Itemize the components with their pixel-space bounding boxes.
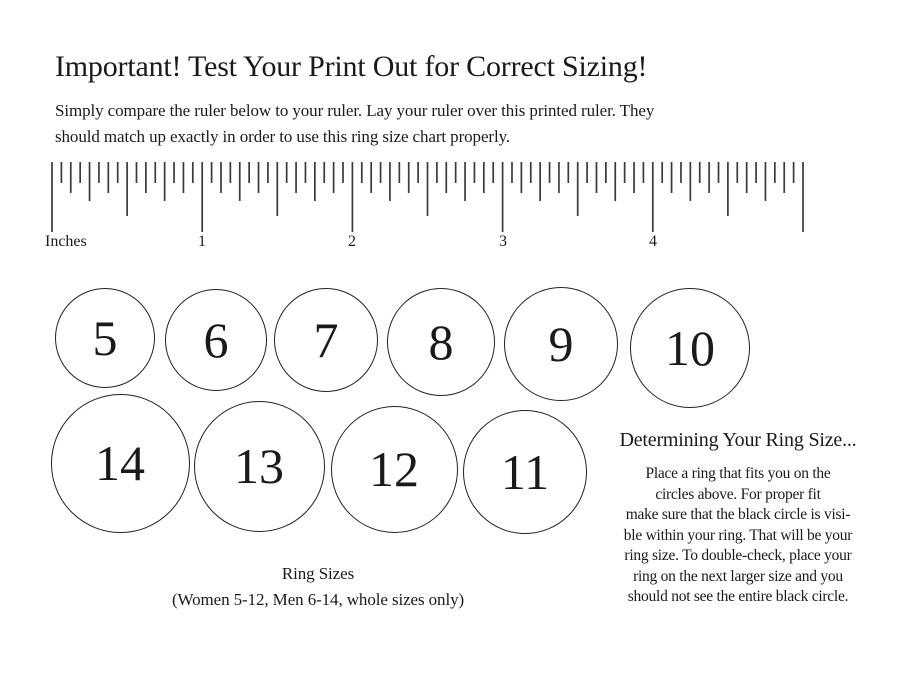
ring-size-number: 9 (548, 316, 574, 372)
instructions-line-3: make sure that the black circle is visi- (625, 506, 851, 523)
ring-size-number: 13 (234, 438, 284, 494)
ring-circle-6 (165, 289, 267, 391)
instructions-line-4: ble within your ring. That will be your (623, 526, 853, 544)
ring-circle-13 (194, 401, 325, 532)
ring-circle-12 (331, 406, 458, 533)
ruler-number-2: 2 (348, 233, 356, 250)
instructions-line-1: Place a ring that fits you on the (645, 465, 831, 482)
caption-subtitle: (Women 5-12, Men 6-14, whole sizes only) (171, 590, 465, 609)
ring-size-number: 8 (428, 314, 454, 370)
intro-line-1: Simply compare the ruler below to your ruler. Lay your ruler over this printed ruler. They (55, 101, 655, 120)
instructions-line-5: ring size. To double-check, place your (624, 547, 852, 564)
ruler-ticks (0, 0, 900, 260)
ring-circle-5 (55, 288, 155, 388)
ruler-number-1: 1 (198, 233, 206, 250)
ring-size-number: 14 (95, 435, 145, 491)
ring-size-number: 11 (500, 444, 550, 500)
ring-circle-7 (274, 288, 378, 392)
ring-circle-14 (51, 394, 190, 533)
ring-circle-10 (630, 288, 750, 408)
ring-sizes-caption (118, 561, 518, 613)
ruler-number-3: 3 (499, 233, 507, 250)
intro-line-2: should match up exactly in order to use this ring size chart properly. (55, 127, 511, 146)
ring-size-number: 6 (203, 312, 229, 368)
ring-size-number: 7 (313, 312, 339, 368)
page-title: Important! Test Your Print Out for Correct Sizing! (55, 50, 648, 83)
ring-circle-9 (504, 287, 618, 401)
instructions-heading: Determining Your Ring Size... (619, 429, 857, 451)
instructions-line-6: ring on the next larger size and you (633, 567, 843, 585)
ring-circle-8 (387, 288, 495, 396)
ring-size-number: 12 (369, 441, 419, 497)
ring-circle-11 (463, 410, 587, 534)
caption-title: Ring Sizes (281, 564, 355, 583)
ruler-number-4: 4 (649, 233, 657, 250)
instructions-line-7: should not see the entire black circle. (627, 588, 849, 605)
ruler-unit-label: Inches (45, 233, 87, 250)
instructions-block (592, 429, 884, 608)
ring-size-number: 10 (665, 320, 715, 376)
instructions-line-2: circles above. For proper fit (655, 485, 821, 503)
ring-size-number: 5 (92, 310, 118, 366)
